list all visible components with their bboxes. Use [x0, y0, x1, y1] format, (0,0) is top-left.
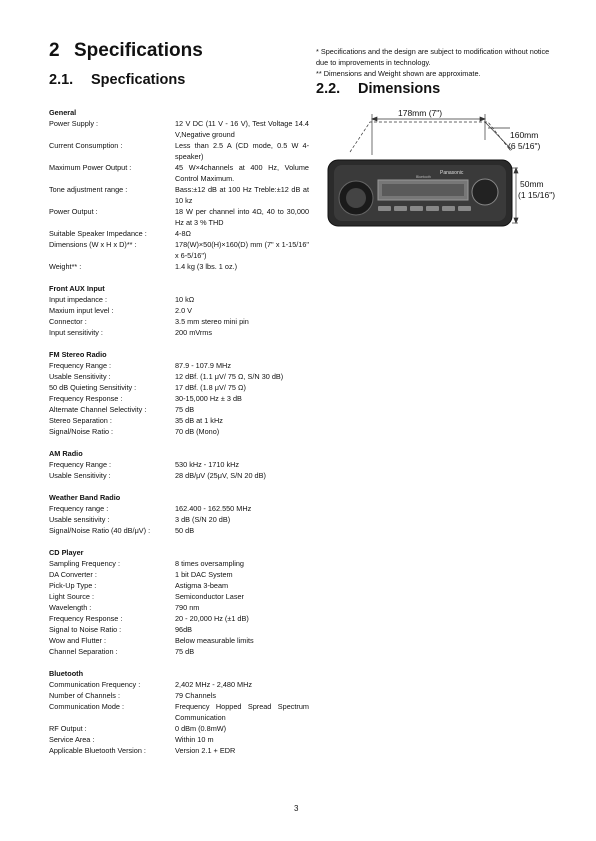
spec-value: 45 W×4channels at 400 Hz, Volume Control Maximum.	[175, 163, 309, 183]
heading-title: Specifications	[74, 40, 203, 61]
spec-label: Weight** :	[49, 262, 82, 271]
spec-value: 10 kΩ	[175, 295, 195, 304]
spec-row	[49, 745, 309, 756]
spec-value: 30-15,000 Hz ± 3 dB	[175, 394, 242, 403]
spec-value: 4-8Ω	[175, 229, 192, 238]
spec-row	[49, 525, 309, 536]
spec-value: Within 10 m	[175, 735, 214, 744]
display-screen	[382, 184, 464, 196]
spec-row	[49, 426, 309, 437]
spec-value: 75 dB	[175, 647, 195, 656]
spec-row	[49, 514, 309, 525]
spec-value: 200 mVrms	[175, 328, 213, 337]
section-title: CD Player	[49, 548, 84, 557]
spec-value: 790 nm	[175, 603, 200, 612]
spec-label: Dimensions (W x H x D)** :	[49, 240, 137, 249]
note-modification: * Specifications and the design are subject to modification without notice due to improvements in technology.	[316, 47, 550, 67]
spec-value: 12 V DC (11 V - 16 V), Test Voltage 14.4 V,Negative ground	[175, 119, 309, 139]
section-title: AM Radio	[49, 449, 83, 458]
spec-row	[49, 415, 309, 426]
spec-row	[49, 569, 309, 580]
notes	[316, 46, 556, 79]
spec-row	[49, 503, 309, 514]
spec-label: Signal/Noise Ratio (40 dB/μV) :	[49, 526, 151, 535]
spec-row	[49, 382, 309, 393]
spec-row	[49, 624, 309, 635]
spec-section	[49, 492, 309, 536]
spec-value: 50 dB	[175, 526, 195, 535]
spec-value: 8 times oversampling	[175, 559, 244, 568]
spec-value: 70 dB (Mono)	[175, 427, 220, 436]
spec-label: Input sensitivity :	[49, 328, 103, 337]
spec-row	[49, 162, 309, 184]
spec-row	[49, 239, 309, 261]
spec-label: Number of Channels :	[49, 691, 120, 700]
spec-row	[49, 316, 309, 327]
spec-row	[49, 228, 309, 239]
spec-value: 17 dBf. (1.8 μV/ 75 Ω)	[175, 383, 246, 392]
spec-section	[49, 107, 309, 272]
dimensions-drawing	[320, 100, 590, 245]
spec-label: Service Area :	[49, 735, 95, 744]
spec-row	[49, 371, 309, 382]
subheading-title: Dimensions	[358, 81, 441, 97]
spec-value: Frequency Hopped Spread Spectrum Communication	[175, 702, 309, 722]
spec-value: 79 Channels	[175, 691, 216, 700]
subheading-number: 2.2.	[316, 81, 341, 97]
spec-value: 3.5 mm stereo mini pin	[175, 317, 249, 326]
spec-label: Frequency Response :	[49, 614, 123, 623]
spec-value: 2,402 MHz - 2,480 MHz	[175, 680, 253, 689]
spec-section	[49, 547, 309, 657]
spec-value: 18 W per channel into 4Ω, 40 to 30,000 Hz at 3 % THD	[175, 207, 309, 227]
section-title: General	[49, 108, 77, 117]
spec-label: Power Output :	[49, 207, 98, 216]
page-number: 3	[294, 804, 299, 813]
spec-row	[49, 206, 309, 228]
spec-value: 0 dBm (0.8mW)	[175, 724, 227, 733]
spec-value: 3 dB (S/N 20 dB)	[175, 515, 231, 524]
spec-row	[49, 558, 309, 569]
spec-value: 12 dBf. (1.1 μV/ 75 Ω, S/N 30 dB)	[175, 372, 284, 381]
subheading-title: Specfications	[91, 72, 186, 88]
spec-label: 50 dB Quieting Sensitivity :	[49, 383, 137, 392]
spec-row	[49, 602, 309, 613]
spec-value: 28 dB/μV (25μV, S/N 20 dB)	[175, 471, 266, 480]
spec-label: Maximum Power Output :	[49, 163, 132, 172]
spec-value: 530 kHz - 1710 kHz	[175, 460, 240, 469]
spec-value: Below measurable limits	[175, 636, 254, 645]
spec-row	[49, 591, 309, 602]
spec-value: 1.4 kg (3 lbs. 1 oz.)	[175, 262, 238, 271]
spec-label: Frequency Response :	[49, 394, 123, 403]
spec-label: Light Source :	[49, 592, 95, 601]
chassis-outline	[350, 122, 510, 152]
spec-row	[49, 470, 309, 481]
spec-value: 162.400 - 162.550 MHz	[175, 504, 252, 513]
spec-row	[49, 140, 309, 162]
volume-knob-center	[346, 188, 366, 208]
spec-value: Less than 2.5 A (CD mode, 0.5 W 4-speaker)	[175, 141, 309, 161]
spec-label: Suitable Speaker Impedance :	[49, 229, 147, 238]
subheading-number: 2.1.	[49, 72, 74, 88]
spec-label: Tone adjustment range :	[49, 185, 128, 194]
spec-value: Astigma 3-beam	[175, 581, 229, 590]
spec-section	[49, 668, 309, 756]
spec-row	[49, 734, 309, 745]
preset-button	[378, 206, 391, 211]
spec-value: 20 - 20,000 Hz (±1 dB)	[175, 614, 249, 623]
spec-section	[49, 448, 309, 481]
spec-label: Wavelength :	[49, 603, 92, 612]
spec-value: 2.0 V	[175, 306, 193, 315]
spec-label: Communication Mode :	[49, 702, 125, 711]
faceplate	[328, 160, 512, 226]
spec-label: Usable Sensitivity :	[49, 471, 111, 480]
spec-row	[49, 690, 309, 701]
section-title: Bluetooth	[49, 669, 84, 678]
spec-row	[49, 305, 309, 316]
spec-value: Version 2.1 + EDR	[175, 746, 236, 755]
spec-row	[49, 294, 309, 305]
spec-label: DA Converter :	[49, 570, 97, 579]
preset-button	[394, 206, 407, 211]
section-title: Front AUX Input	[49, 284, 105, 293]
spec-label: RF Output :	[49, 724, 87, 733]
spec-label: Usable sensitivity :	[49, 515, 110, 524]
spec-row	[49, 360, 309, 371]
spec-row	[49, 635, 309, 646]
spec-section	[49, 283, 309, 338]
spec-label: Frequency Range :	[49, 460, 112, 469]
depth-label-in: (6 5/16")	[508, 141, 541, 151]
spec-value: 1 bit DAC System	[175, 570, 233, 579]
select-button	[472, 179, 498, 205]
spec-value: 35 dB at 1 kHz	[175, 416, 223, 425]
spec-value: 87.9 - 107.9 MHz	[175, 361, 231, 370]
spec-label: Pick-Up Type :	[49, 581, 97, 590]
spec-label: Applicable Bluetooth Version :	[49, 746, 146, 755]
spec-label: Maxium input level :	[49, 306, 114, 315]
spec-row	[49, 184, 309, 206]
spec-label: Alternate Channel Selectivity :	[49, 405, 147, 414]
spec-row	[49, 393, 309, 404]
spec-row	[49, 327, 309, 338]
spec-value: Bass:±12 dB at 100 Hz Treble:±12 dB at 10 kz	[175, 185, 309, 205]
spec-row	[49, 613, 309, 624]
spec-label: Usable Sensitivity :	[49, 372, 111, 381]
width-label: 178mm (7")	[398, 108, 443, 118]
spec-row	[49, 118, 309, 140]
height-label-in: (1 15/16")	[518, 190, 556, 200]
page-heading	[49, 40, 203, 62]
spec-value: 75 dB	[175, 405, 195, 414]
spec-row	[49, 580, 309, 591]
spec-section	[49, 349, 309, 437]
spec-row	[49, 459, 309, 470]
spec-list	[49, 107, 309, 767]
spec-label: Current Consumption :	[49, 141, 123, 150]
spec-row	[49, 679, 309, 690]
subheading-dimensions	[316, 81, 440, 97]
spec-row	[49, 701, 309, 723]
spec-label: Connector :	[49, 317, 87, 326]
spec-row	[49, 404, 309, 415]
brand-text: Panasonic	[440, 170, 464, 176]
spec-label: Communication Frequency :	[49, 680, 141, 689]
spec-value: 178(W)×50(H)×160(D) mm (7" x 1-15/16" x 6-5/16")	[175, 240, 309, 260]
depth-label-mm: 160mm	[510, 130, 539, 140]
spec-label: Wow and Flutter :	[49, 636, 107, 645]
spec-label: Frequency range :	[49, 504, 109, 513]
spec-label: Channel Separation :	[49, 647, 118, 656]
preset-button	[410, 206, 423, 211]
spec-label: Stereo Separation :	[49, 416, 112, 425]
spec-label: Power Supply :	[49, 119, 99, 128]
spec-value: Semiconductor Laser	[175, 592, 244, 601]
preset-button	[458, 206, 471, 211]
spec-label: Signal/Noise Ratio :	[49, 427, 114, 436]
spec-value: 96dB	[175, 625, 193, 634]
height-label-mm: 50mm	[520, 179, 544, 189]
spec-label: Signal to Noise Ratio :	[49, 625, 122, 634]
spec-label: Input impedance :	[49, 295, 108, 304]
section-title: FM Stereo Radio	[49, 350, 107, 359]
preset-button	[442, 206, 455, 211]
preset-button	[426, 206, 439, 211]
heading-number: 2	[49, 40, 60, 61]
spec-label: Frequency Range :	[49, 361, 112, 370]
spec-row	[49, 261, 309, 272]
spec-row	[49, 723, 309, 734]
subheading-specifications	[49, 72, 185, 88]
spec-row	[49, 646, 309, 657]
note-approximate: ** Dimensions and Weight shown are approximate.	[316, 69, 481, 78]
spec-label: Sampling Frequency :	[49, 559, 120, 568]
bluetooth-text: Bluetooth	[416, 175, 431, 179]
section-title: Weather Band Radio	[49, 493, 121, 502]
